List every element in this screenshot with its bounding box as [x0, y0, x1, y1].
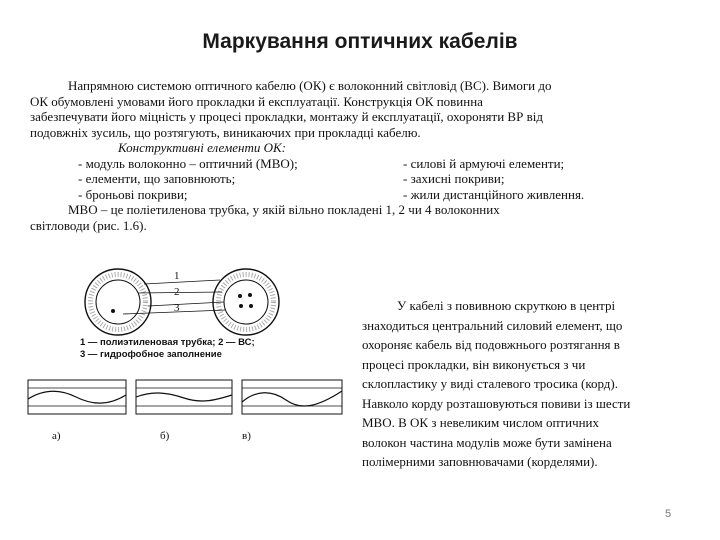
text-line: Напрямною системою оптичного кабелю (ОК) є волоконний світловід (ВС). Вимоги до — [68, 78, 552, 93]
callout-label-1: 1 — [174, 270, 180, 282]
main-text — [30, 78, 690, 233]
page-number: 5 — [665, 508, 672, 520]
wave-panel-c — [242, 380, 342, 414]
text-line: МВО. В ОК з невеликим числом оптичних — [362, 415, 600, 430]
tube-cross-section-one-fiber — [85, 269, 151, 335]
panel-label-a: а) — [52, 430, 61, 442]
callout-label-3: 3 — [174, 302, 180, 314]
list-item-left: - броньові покриви; — [78, 186, 188, 202]
list-item-right: - силові й армуючі елементи; — [403, 155, 565, 171]
figure-caption-line: 1 — полиэтиленовая трубка; 2 — ВС; — [80, 337, 255, 348]
text-line: полімерними заповнювачами (корделями). — [362, 454, 598, 469]
figure-1-6 — [24, 262, 354, 452]
wave-panel-a — [28, 380, 126, 414]
list-item-left: - елементи, що заповнюють; — [78, 171, 236, 186]
text-line: світловоди (рис. 1.6). — [30, 217, 147, 233]
list-item — [30, 171, 690, 187]
list-item-left: - модуль волоконно – оптичний (МВО); — [78, 155, 298, 171]
figure-caption-line: 3 — гидрофобное заполнение — [80, 349, 222, 360]
text-line: волокон частина модулів може бути замінена — [362, 434, 612, 450]
text-line: забезпечувати його міцність у процесі прокладки, монтажу й експлуатації, охороняти ВР від — [30, 109, 543, 124]
list-item — [30, 187, 690, 203]
text-line: процесі прокладки, він виконується з чи — [362, 356, 586, 372]
list-item-right: - захисні покриви; — [403, 171, 505, 186]
text-line: У кабелі з повивною скруткою в центрі — [397, 298, 616, 313]
callout-label-2: 2 — [174, 286, 180, 298]
elements-heading: Конструктивні елементи ОК: — [118, 140, 286, 155]
list-item — [30, 156, 690, 172]
page-title: Маркування оптичних кабелів — [202, 30, 518, 53]
wave-panel-b — [136, 380, 232, 414]
text-line: подовжніх зусиль, що розтягують, виникаючих при прокладці кабелю. — [30, 124, 421, 140]
side-paragraph — [362, 296, 692, 472]
list-item-right: - жили дистанційного живлення. — [403, 186, 585, 202]
text-line: МВО – це поліетиленова трубка, у якій вільно покладені 1, 2 чи 4 волоконних — [68, 202, 500, 217]
text-line: Навколо корду розташовуються повиви із шести — [362, 395, 631, 411]
text-line: знаходиться центральний силовий елемент, що — [362, 317, 623, 333]
text-line: склопластику у виді сталевого тросика (корд). — [362, 376, 618, 391]
text-line: ОК обумовлені умовами його прокладки й експлуатації. Конструкція ОК повинна — [30, 93, 483, 109]
panel-label-b: б) — [160, 430, 170, 442]
text-line: охороняє кабель від подовжнього розтягання в — [362, 337, 620, 352]
panel-label-c: в) — [242, 430, 251, 442]
